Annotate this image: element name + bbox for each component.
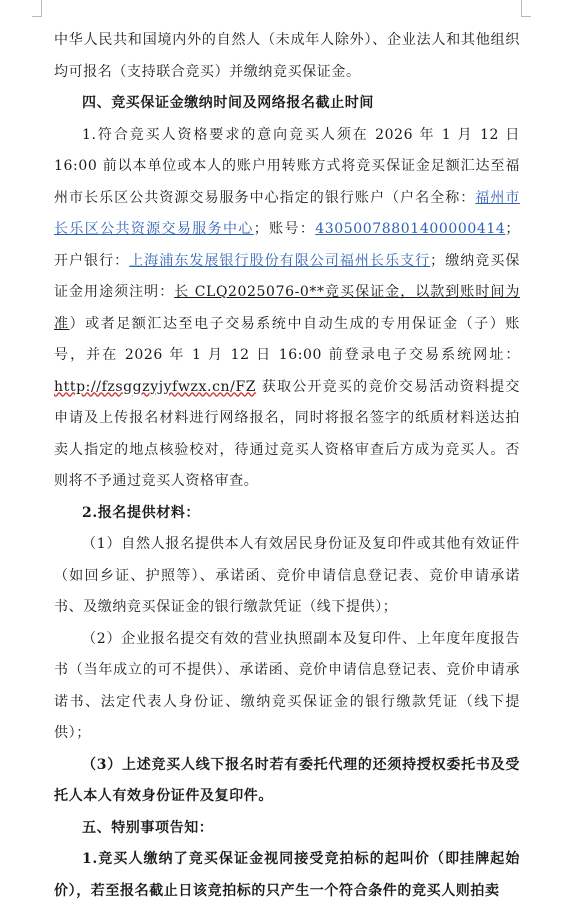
account-number[interactable]: 43050078801400000414 — [315, 221, 506, 237]
document-page — [54, 25, 520, 907]
page-corner-mark-left — [32, 0, 42, 17]
deposit-text-6: 获取公开竞买的竞价交易活动资料提交申请及上传报名材料进行网络报名，同时将报名签字的纸质材料送达拍卖人指定的地点核验校对，待通过竞买人资格审查后方成为竞买人。否则将不予通过竞买人资格审查。 — [54, 378, 520, 489]
notice-paragraph-1: 1.竞买人缴纳了竞买保证金视同接受竞拍标的起叫价（即挂牌起始价），若至报名截止日该竞拍标的只产生一个符合条件的竞买人则拍卖 — [54, 851, 520, 899]
materials-item-3: （3）上述竞买人线下报名时若有委托代理的还须持授权委托书及受托人本人有效身份证件及复印件。 — [54, 756, 520, 804]
page-corner-mark-right — [521, 0, 531, 17]
deposit-purpose: 长 CLQ2025076-0**竞买保证金，以款到账时间为准 — [54, 284, 520, 332]
trading-system-url[interactable]: http://fzsggzyjyfwzx.cn/FZ — [54, 378, 257, 395]
deposit-paragraph — [54, 120, 520, 498]
account-name-link[interactable]: 福州市长乐区公共资源交易服务中心 — [54, 189, 520, 237]
deposit-text-3: ；开户银行： — [54, 221, 520, 269]
deposit-text-5: ）或者足额汇达至电子交易系统中自动生成的专用保证金（子）账号，并在 2026 年 1 月 12 日 16:00 前登录电子交易系统网址： — [54, 315, 520, 363]
materials-item-1: （1）自然人报名提供本人有效居民身份证及复印件或其他有效证件（如回乡证、护照等）、承诺函、竞价申请信息登记表、竞价申请承诺书、及缴纳竞买保证金的银行缴款凭证（线下提供）； — [54, 536, 520, 615]
deposit-text-1: 1.符合竞买人资格要求的意向竞买人须在 2026 年 1 月 12 日 16:00 前以本单位或本人的账户用转账方式将竞买保证金足额汇达至福州市长乐区公共资源交易服务中心指定的银行账户（户名全称： — [54, 126, 520, 206]
deposit-text-4: ；缴纳竞买保证金用途须注明： — [54, 252, 521, 300]
deposit-text-2: ；账号： — [253, 221, 316, 237]
eligibility-paragraph: 中华人民共和国境内外的自然人（未成年人除外）、企业法人和其他组织均可报名（支持联合竞买）并缴纳竞买保证金。 — [54, 32, 520, 80]
materials-item-2: （2）企业报名提交有效的营业执照副本及复印件、上年度年度报告书（当年成立的可不提供）、承诺函、竞价申请信息登记表、竞价申请承诺书、法定代表人身份证、缴纳竞买保证金的银行缴款凭证（线下提供）； — [54, 630, 520, 741]
section-5-heading: 五、特别事项告知： — [82, 819, 214, 836]
bank-name-link[interactable]: 上海浦东发展银行股份有限公司福州长乐支行 — [129, 252, 431, 269]
section-2-heading: 2.报名提供材料： — [82, 504, 201, 521]
section-4-heading: 四、竞买保证金缴纳时间及网络报名截止时间 — [82, 95, 374, 111]
